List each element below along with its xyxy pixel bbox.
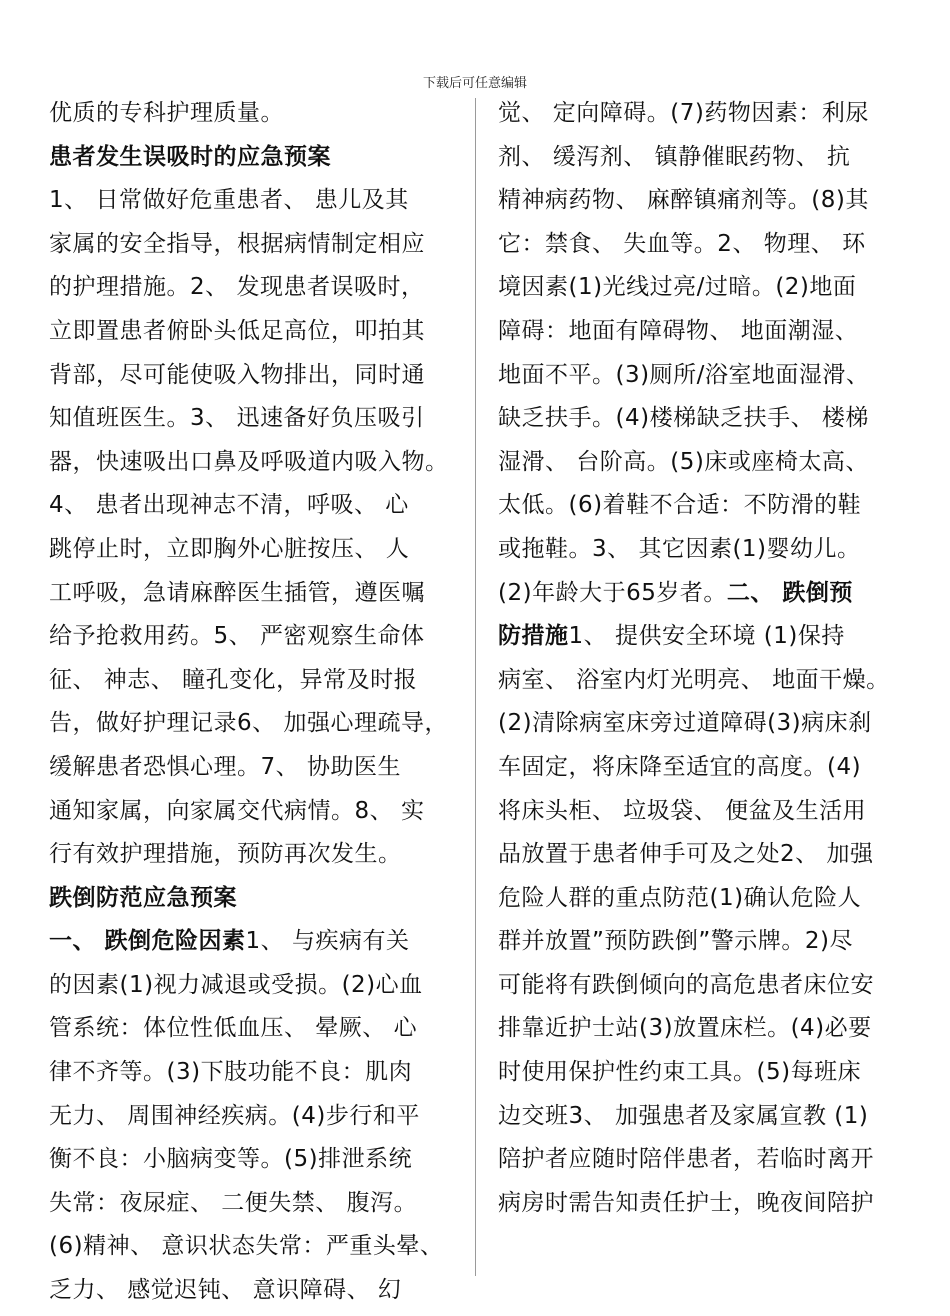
page-header-note: 下载后可任意编辑 [422, 76, 527, 91]
text-line [49, 266, 459, 310]
body-text: 行有效护理措施，预防再次发生。 [49, 841, 402, 868]
body-text: 无力、 周围神经疾病。(4)步行和平 [49, 1102, 420, 1129]
text-line [498, 615, 908, 659]
text-line [49, 441, 459, 485]
text-line [49, 615, 459, 659]
body-text: (6)精神、 意识状态失常：严重头晕、 [49, 1233, 444, 1260]
text-line [498, 964, 908, 1008]
text-line [49, 1095, 459, 1139]
body-text: 障碍：地面有障碍物、 地面潮湿、 [498, 317, 859, 344]
text-line [498, 179, 908, 223]
body-text: 湿滑、 台阶高。(5)床或座椅太高、 [498, 448, 869, 475]
text-line [49, 223, 459, 267]
text-line [498, 92, 908, 136]
text-line [49, 833, 459, 877]
body-text: 地面不平。(3)厕所/浴室地面湿滑、 [498, 361, 870, 388]
body-text: (2)清除病室床旁过道障碍(3)病床刹 [498, 710, 872, 737]
text-line [49, 528, 459, 572]
body-text: 律不齐等。(3)下肢功能不良：肌肉 [49, 1059, 413, 1086]
body-text: 衡不良：小脑病变等。(5)排泄系统 [49, 1146, 413, 1173]
body-text: 或拖鞋。3、 其它因素(1)婴幼儿。 [498, 535, 861, 562]
text-line [49, 877, 459, 921]
text-line [498, 702, 908, 746]
left-text-column [49, 92, 459, 1313]
heading-text: 跌倒防范应急预案 [49, 884, 237, 911]
body-text: (2)年龄大于65岁者。 [498, 579, 727, 606]
body-text: 精神病药物、 麻醉镇痛剂等。(8)其 [498, 187, 869, 214]
text-line [49, 179, 459, 223]
column-divider [475, 98, 476, 1276]
text-line [498, 572, 908, 616]
body-text: 病房时需告知责任护士，晚夜间陪护 [498, 1189, 874, 1216]
body-text: 的因素(1)视力减退或受损。(2)心血 [49, 971, 423, 998]
body-text: 剂、 缓泻剂、 镇静催眠药物、 抗 [498, 143, 851, 170]
body-text: 通知家属，向家属交代病情。8、 实 [49, 797, 425, 824]
text-line [49, 790, 459, 834]
body-text: 背部，尽可能使吸入物排出，同时通 [49, 361, 425, 388]
body-text: 失常：夜尿症、 二便失禁、 腹泻。 [49, 1189, 418, 1216]
text-line [49, 920, 459, 964]
body-text: 它：禁食、 失血等。2、 物理、 环 [498, 230, 866, 257]
body-text: 跳停止时，立即胸外心脏按压、 人 [49, 535, 410, 562]
body-text: 征、 神志、 瞳孔变化，异常及时报 [49, 666, 418, 693]
text-line [498, 1007, 908, 1051]
body-text: 给予抢救用药。5、 严密观察生命体 [49, 623, 425, 650]
body-text: 家属的安全指导，根据病情制定相应 [49, 230, 425, 257]
body-text: 优质的专科护理质量。 [49, 100, 284, 126]
body-text: 将床头柜、 垃圾袋、 便盆及生活用 [498, 797, 867, 824]
text-line [498, 441, 908, 485]
text-line [49, 572, 459, 616]
body-text: 1、 提供安全环境 (1)保持 [568, 623, 845, 650]
body-text: 觉、 定向障碍。(7)药物因素：利尿 [498, 100, 869, 126]
text-line [498, 397, 908, 441]
text-line [498, 1051, 908, 1095]
body-text: 陪护者应随时陪伴患者，若临时离开 [498, 1146, 874, 1173]
text-line [498, 877, 908, 921]
text-line [498, 310, 908, 354]
body-text: 1、 日常做好危重患者、 患儿及其 [49, 187, 409, 214]
text-line [498, 266, 908, 310]
text-line [49, 397, 459, 441]
body-text: 太低。(6)着鞋不合适：不防滑的鞋 [498, 492, 862, 519]
text-line [498, 354, 908, 398]
text-line [49, 1269, 459, 1313]
body-text: 工呼吸，急请麻醉医生插管，遵医嘱 [49, 579, 425, 606]
heading-text: 一、 跌倒危险因素 [49, 928, 246, 955]
text-line [498, 136, 908, 180]
body-text: 境因素(1)光线过亮/过暗。(2)地面 [498, 274, 857, 301]
body-text: 车固定，将床降至适宜的高度。(4) [498, 753, 862, 780]
body-text: 缺乏扶手。(4)楼梯缺乏扶手、 楼梯 [498, 405, 869, 432]
body-text: 1、 与疾病有关 [245, 928, 410, 955]
text-line [49, 1225, 459, 1269]
text-line [49, 1051, 459, 1095]
text-line [498, 223, 908, 267]
text-line [498, 659, 908, 703]
text-line [498, 1182, 908, 1226]
text-line [498, 1138, 908, 1182]
text-line [49, 354, 459, 398]
right-text-column [498, 92, 908, 1225]
text-line [498, 528, 908, 572]
text-line [49, 484, 459, 528]
text-line [498, 484, 908, 528]
text-line [49, 746, 459, 790]
body-text: 的护理措施。2、 发现患者误吸时， [49, 274, 425, 301]
text-line [49, 702, 459, 746]
text-line [498, 1095, 908, 1139]
body-text: 品放置于患者伸手可及之处2、 加强 [498, 841, 874, 868]
text-line [498, 746, 908, 790]
text-line [49, 1182, 459, 1226]
text-line [49, 1007, 459, 1051]
text-line [498, 790, 908, 834]
text-line [49, 92, 459, 136]
heading-text: 防措施 [498, 623, 569, 650]
body-text: 排靠近护士站(3)放置床栏。(4)必要 [498, 1015, 872, 1042]
text-line [49, 136, 459, 180]
body-text: 管系统：体位性低血压、 晕厥、 心 [49, 1015, 418, 1042]
text-line [49, 659, 459, 703]
body-text: 乏力、 感觉迟钝、 意识障碍、 幻 [49, 1277, 402, 1304]
text-line [498, 920, 908, 964]
body-text: 病室、 浴室内灯光明亮、 地面干燥。 [498, 666, 890, 693]
body-text: 4、 患者出现神志不清，呼吸、 心 [49, 492, 409, 519]
text-line [49, 1138, 459, 1182]
body-text: 告，做好护理记录6、 加强心理疏导， [49, 710, 448, 737]
body-text: 边交班3、 加强患者及家属宣教 (1) [498, 1102, 869, 1129]
body-text: 可能将有跌倒倾向的高危患者床位安 [498, 971, 874, 998]
body-text: 立即置患者俯卧头低足高位，叩拍其 [49, 317, 425, 344]
body-text: 群并放置”预防跌倒”警示牌。2)尽 [498, 928, 853, 955]
body-text: 缓解患者恐惧心理。7、 协助医生 [49, 753, 401, 780]
text-line [49, 964, 459, 1008]
text-line [498, 833, 908, 877]
body-text: 时使用保护性约束工具。(5)每班床 [498, 1059, 862, 1086]
heading-text: 二、 跌倒预 [726, 579, 853, 606]
text-line [49, 310, 459, 354]
body-text: 危险人群的重点防范(1)确认危险人 [498, 884, 862, 911]
body-text: 器，快速吸出口鼻及呼吸道内吸入物。 [49, 448, 449, 475]
body-text: 知值班医生。3、 迅速备好负压吸引 [49, 405, 425, 432]
heading-text: 患者发生误吸时的应急预案 [49, 143, 331, 170]
